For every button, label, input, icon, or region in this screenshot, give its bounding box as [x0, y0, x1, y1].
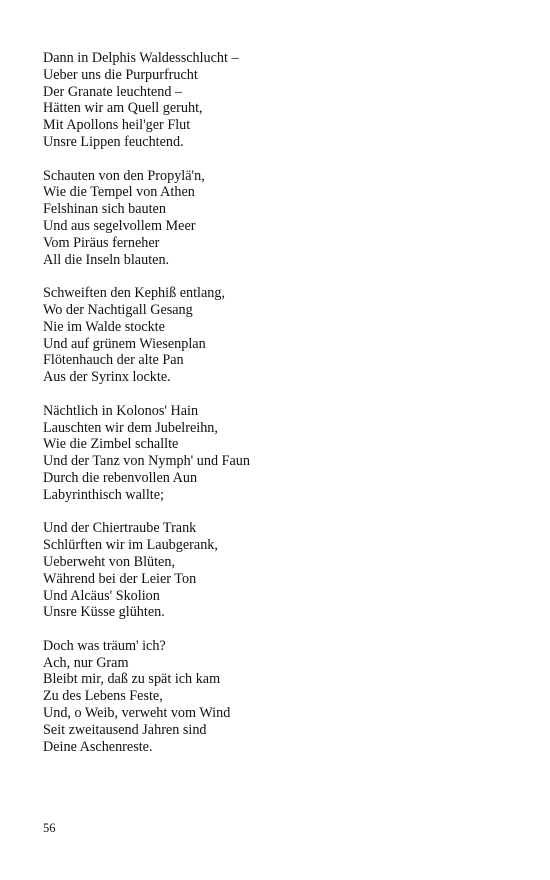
poem-line: Der Granate leuchtend – [43, 83, 183, 100]
poem-line: Lauschten wir dem Jubelreihn, [43, 419, 218, 436]
page-number: 56 [43, 821, 56, 835]
poem-line: Schauten von den Propylä'n, [43, 167, 205, 184]
stanza-2 [43, 168, 523, 269]
poem-text [43, 50, 523, 772]
poem-line: Unsre Lippen feuchtend. [43, 133, 184, 150]
poem-line: Labyrinthisch wallte; [43, 486, 164, 503]
poem-line: Unsre Küsse glühten. [43, 604, 165, 621]
poem-line: Schlürften wir im Laubgerank, [43, 537, 218, 554]
stanza-6 [43, 638, 523, 756]
poem-line: Nie im Walde stockte [43, 318, 165, 335]
poem-line: Ach, nur Gram [43, 654, 129, 671]
poem-line: Und der Chiertraube Trank [43, 520, 197, 537]
poem-line: Wie die Tempel von Athen [43, 184, 195, 201]
poem-line: Und auf grünem Wiesenplan [43, 335, 206, 352]
poem-line: Und Alcäus' Skolion [43, 587, 160, 604]
poem-line: Während bei der Leier Ton [43, 570, 197, 587]
poem-line: Und der Tanz von Nymph' und Faun [43, 453, 250, 470]
poem-line: Zu des Lebens Feste, [43, 688, 163, 705]
poem-line: All die Inseln blauten. [43, 251, 170, 268]
stanza-4 [43, 403, 523, 504]
poem-line: Deine Aschenreste. [43, 738, 153, 755]
poem-line: Ueberweht von Blüten, [43, 553, 175, 570]
poem-line: Flötenhauch der alte Pan [43, 352, 184, 369]
poem-line: Ueber uns die Purpurfrucht [43, 66, 198, 83]
poem-line: Schweiften den Kephiß entlang, [43, 285, 226, 302]
poem-line: Mit Apollons heil'ger Flut [43, 117, 191, 134]
poem-line: Und, o Weib, verweht vom Wind [43, 705, 231, 722]
poem-line: Wo der Nachtigall Gesang [43, 301, 193, 318]
stanza-5 [43, 520, 523, 621]
stanza-1 [43, 50, 523, 151]
poem-line: Seit zweitausend Jahren sind [43, 721, 207, 738]
poem-line: Aus der Syrinx lockte. [43, 369, 171, 386]
poem-line: Nächtlich in Kolonos' Hain [43, 402, 199, 419]
poem-line: Und aus segelvollem Meer [43, 217, 196, 234]
poem-line: Vom Piräus ferneher [43, 234, 160, 251]
poem-line: Bleibt mir, daß zu spät ich kam [43, 671, 221, 688]
poem-line: Dann in Delphis Waldesschlucht – [43, 50, 239, 66]
poem-line: Wie die Zimbel schallte [43, 436, 179, 453]
poem-line: Durch die rebenvollen Aun [43, 469, 198, 486]
poem-line: Hätten wir am Quell geruht, [43, 100, 203, 117]
poem-line: Felshinan sich bauten [43, 201, 166, 218]
stanza-3 [43, 285, 523, 386]
poem-line: Doch was träum' ich? [43, 637, 166, 654]
